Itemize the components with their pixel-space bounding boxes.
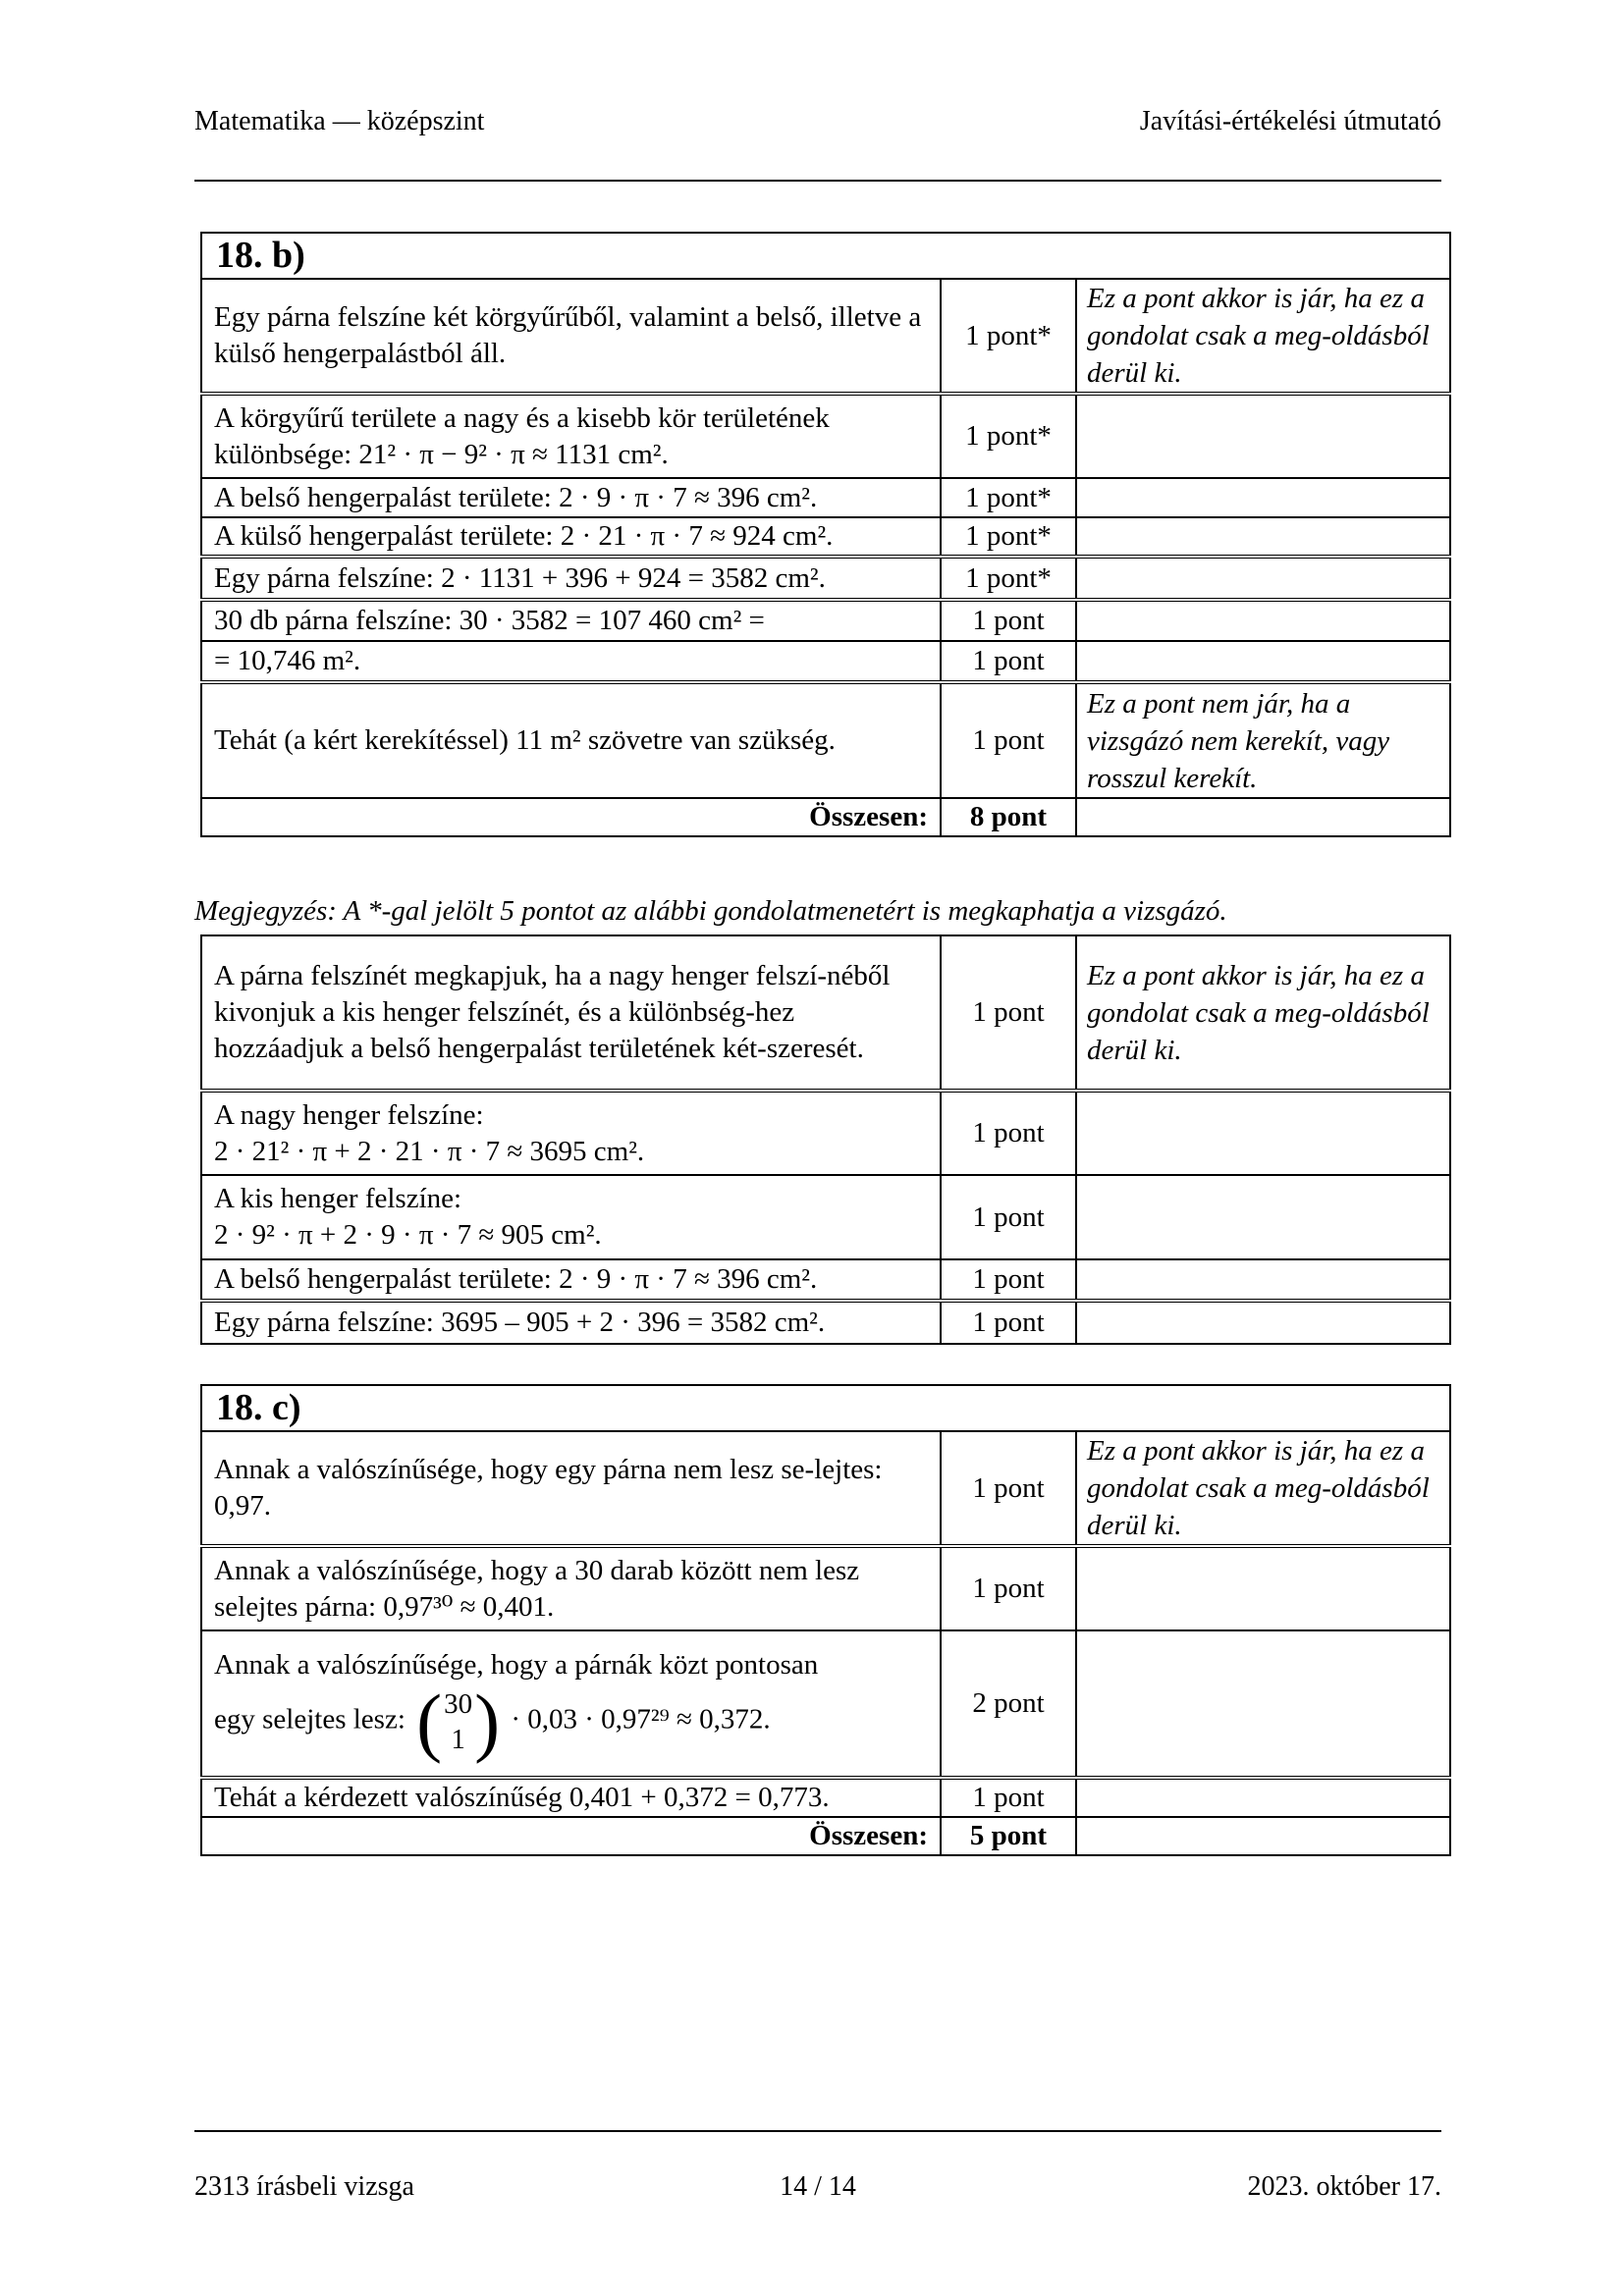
table-row [201, 517, 1450, 557]
table-row [201, 1175, 1450, 1259]
step-points: 1 pont [941, 1175, 1076, 1259]
binomial-coefficient [416, 1679, 501, 1764]
step-note [1076, 600, 1450, 641]
table-row [201, 279, 1450, 394]
step-note [1076, 641, 1450, 682]
step-text: A belső hengerpalást területe: 2 · 9 · π · 7 ≈ 396 cm². [201, 478, 941, 517]
total-label: Összesen: [201, 1817, 941, 1855]
step-points: 2 pont [941, 1630, 1076, 1778]
total-points: 5 pont [941, 1817, 1076, 1855]
step-points: 1 pont* [941, 557, 1076, 600]
step-points: 1 pont [941, 1431, 1076, 1546]
right-paren: ) [474, 1679, 501, 1764]
step-text-line1: A nagy henger felszíne: [214, 1098, 484, 1131]
footer-page-number: 14 / 14 [780, 2171, 856, 2202]
step-text-line2 [214, 1679, 928, 1764]
table-row [201, 1259, 1450, 1301]
table-18c [200, 1384, 1451, 1856]
step-text-line1: A kis henger felszíne: [214, 1183, 462, 1214]
page-footer [194, 2171, 1441, 2203]
step-points: 1 pont [941, 641, 1076, 682]
step-note [1076, 557, 1450, 600]
step-note [1076, 1301, 1450, 1344]
step-text-post: · 0,03 · 0,97²⁹ ≈ 0,372. [511, 1703, 771, 1735]
footer-exam-code: 2313 írásbeli vizsga [194, 2171, 414, 2202]
step-note: Ez a pont akkor is jár, ha ez a gondolat csak a meg-oldásból derül ki. [1076, 935, 1450, 1091]
table-row [201, 1546, 1450, 1630]
step-points: 1 pont* [941, 394, 1076, 478]
step-text-pre: egy selejtes lesz: [214, 1703, 406, 1735]
step-text: Tehát (a kért kerekítéssel) 11 m² szövetre van szükség. [201, 682, 941, 798]
step-text [201, 1630, 941, 1778]
step-text: A körgyűrű területe a nagy és a kisebb kör területének különbsége: 21² · π − 9² · π ≈ 1131 cm². [201, 394, 941, 478]
step-text: A külső hengerpalást területe: 2 · 21 · π · 7 ≈ 924 cm². [201, 517, 941, 557]
remark: Megjegyzés: A *-gal jelölt 5 pontot az alábbi gondolatmenetért is megkaphatja a vizsgázó. [194, 895, 1227, 927]
step-text: Egy párna felszíne két körgyűrűből, valamint a belső, illetve a külső hengerpalástból áll. [201, 279, 941, 394]
step-text: A belső hengerpalást területe: 2 · 9 · π · 7 ≈ 396 cm². [201, 1259, 941, 1301]
total-points: 8 pont [941, 798, 1076, 836]
step-points: 1 pont [941, 1301, 1076, 1344]
binomial-top: 30 [444, 1688, 473, 1720]
total-row [201, 798, 1450, 836]
step-note [1076, 1259, 1450, 1301]
total-note [1076, 1817, 1450, 1855]
step-text: Annak a valószínűsége, hogy a 30 darab között nem lesz selejtes párna: 0,97³⁰ ≈ 0,401. [201, 1546, 941, 1630]
step-points: 1 pont* [941, 517, 1076, 557]
step-points: 1 pont [941, 935, 1076, 1091]
total-note [1076, 798, 1450, 836]
step-text: A párna felszínét megkapjuk, ha a nagy henger felszí-néből kivonjuk a kis henger felszínét, és a különbség-hez hozzáadjuk a belső hengerpalást területének két-szeresét. [201, 935, 941, 1091]
step-note: Ez a pont akkor is jár, ha ez a gondolat csak a meg-oldásból derül ki. [1076, 1431, 1450, 1546]
step-points: 1 pont* [941, 478, 1076, 517]
table-row [201, 1091, 1450, 1175]
step-note [1076, 1546, 1450, 1630]
step-text: Tehát a kérdezett valószínűség 0,401 + 0,372 = 0,773. [201, 1778, 941, 1817]
binomial-bottom: 1 [451, 1724, 465, 1755]
section-title-row [201, 233, 1450, 279]
page-header [194, 106, 1441, 137]
footer-date: 2023. október 17. [1247, 2171, 1441, 2202]
step-points: 1 pont [941, 1778, 1076, 1817]
step-text-line2: 2 · 9² · π + 2 · 9 · π · 7 ≈ 905 cm². [214, 1219, 602, 1251]
step-points: 1 pont [941, 600, 1076, 641]
table-alternative [200, 934, 1451, 1345]
header-rule [194, 180, 1441, 182]
table-row [201, 935, 1450, 1091]
footer-rule [194, 2130, 1441, 2132]
table-row [201, 600, 1450, 641]
table-row [201, 641, 1450, 682]
step-note [1076, 394, 1450, 478]
table-row [201, 1431, 1450, 1546]
table-row [201, 682, 1450, 798]
section-title: 18. c) [201, 1385, 1450, 1431]
table-row [201, 478, 1450, 517]
step-note: Ez a pont akkor is jár, ha ez a gondolat csak a meg-oldásból derül ki. [1076, 279, 1450, 394]
total-row [201, 1817, 1450, 1855]
table-row [201, 1301, 1450, 1344]
step-note: Ez a pont nem jár, ha a vizsgázó nem kerekít, vagy rosszul kerekít. [1076, 682, 1450, 798]
table-row [201, 557, 1450, 600]
section-title: 18. b) [201, 233, 1450, 279]
left-paren: ( [416, 1679, 443, 1764]
table-row [201, 1778, 1450, 1817]
step-text-line2: 2 · 21² · π + 2 · 21 · π · 7 ≈ 3695 cm². [214, 1135, 645, 1167]
step-text: = 10,746 m². [201, 641, 941, 682]
step-text [201, 1091, 941, 1175]
binomial-numbers [442, 1686, 474, 1757]
step-note [1076, 478, 1450, 517]
step-points: 1 pont* [941, 279, 1076, 394]
step-text-line1: Annak a valószínűsége, hogy a párnák közt pontosan [214, 1649, 819, 1681]
step-note [1076, 1175, 1450, 1259]
step-points: 1 pont [941, 1546, 1076, 1630]
step-text: Egy párna felszíne: 3695 – 905 + 2 · 396 = 3582 cm². [201, 1301, 941, 1344]
table-18b [200, 232, 1451, 837]
header-subject: Matematika — középszint [194, 106, 485, 136]
header-document-type: Javítási-értékelési útmutató [1139, 106, 1441, 136]
step-note [1076, 517, 1450, 557]
step-text: Annak a valószínűsége, hogy egy párna nem lesz se-lejtes: 0,97. [201, 1431, 941, 1546]
total-label: Összesen: [201, 798, 941, 836]
step-text: Egy párna felszíne: 2 · 1131 + 396 + 924 = 3582 cm². [201, 557, 941, 600]
table-row [201, 1630, 1450, 1778]
step-note [1076, 1091, 1450, 1175]
step-points: 1 pont [941, 1259, 1076, 1301]
step-points: 1 pont [941, 1091, 1076, 1175]
section-title-row [201, 1385, 1450, 1431]
step-text [201, 1175, 941, 1259]
step-note [1076, 1778, 1450, 1817]
step-points: 1 pont [941, 682, 1076, 798]
table-row [201, 394, 1450, 478]
step-note [1076, 1630, 1450, 1778]
step-text: 30 db párna felszíne: 30 · 3582 = 107 460 cm² = [201, 600, 941, 641]
